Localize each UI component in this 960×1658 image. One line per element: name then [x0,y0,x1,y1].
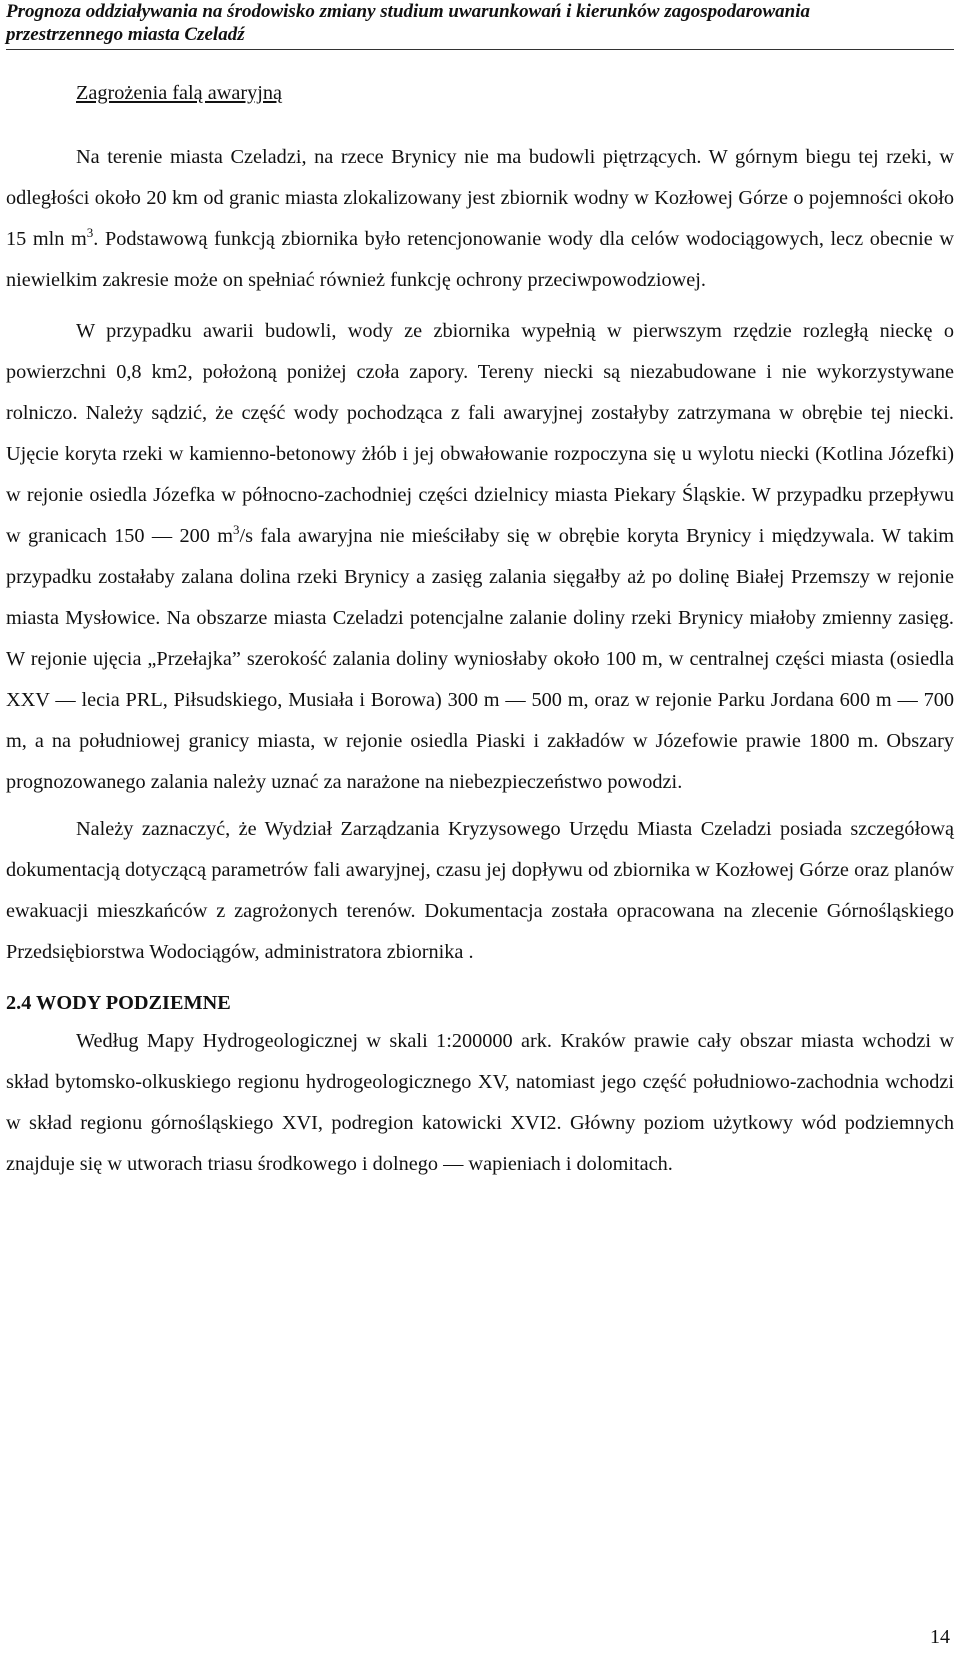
superscript: 3 [86,225,94,241]
paragraph-groundwater: Według Mapy Hydrogeologicznej w skali 1:200000 ark. Kraków prawie cały obszar miasta wchodzi w skład bytomsko-olkuskiego regionu hydrogeologicznego XV, natomiast jego część południowo-zachodnia wchodzi w skład regionu górnośląskiego XVI, podregion katowicki XVI2. Główny poziom użytkowy wód podziemnych znajduje się w utworach triasu środkowego i dolnego — wapieniach i dolomitach. [6,1030,954,1175]
paragraph-text: W przypadku awarii budowli, wody ze zbiornika wypełnią w pierwszym rzędzie rozległą nieckę o powierzchni 0,8 km2, położoną poniżej czoła zapory. Tereny niecki są niezabudowane i nie wykorzystywane rolniczo. Należy sądzić, że część wody pochodząca z fali awaryjnej zostałyby zatrzymana w obrębie tej niecki. Ujęcie koryta rzeki w kamienno-betonowy żłób i jej obwałowanie rozpoczyna się u wylotu niecki (Kotlina Józefki) w rejonie osiedla Józefka w północno-zachodniej części dzielnicy miasta Piekary Śląskie. W przypadku przepływu w granicach 150 — 200 m [6,320,954,547]
superscript: 3 [232,522,240,538]
section-heading: Zagrożenia falą awaryjną [76,82,283,104]
paragraph-text: Na terenie miasta Czeladzi, na rzece Brynicy nie ma budowli piętrzących. W górnym biegu tej rzeki, w odległości około 20 km od granic miasta zlokalizowany jest zbiornik wodny w Kozłowej Górze o pojemności około 15 mln m [6,146,954,250]
header-line-1: Prognoza oddziaływania na środowisko zmiany studium uwarunkowań i kierunków zagospodarowania [6,1,811,22]
paragraph-text: /s fala awaryjna nie mieściłaby się w obrębie koryta Brynicy i międzywala. W takim przypadku zostałaby zalana dolina rzeki Brynicy a zasięg zalania sięgałby aż po dolinę Białej Przemszy w rejonie miasta Mysłowice. Na obszarze miasta Czeladzi potencjalne zalanie doliny rzeki Brynicy miałoby zmienny zasięg. W rejonie ujęcia „Przełajka” szerokość zalania doliny wyniosłaby około 100 m, w centralnej części miasta (osiedla XXV — lecia PRL, Piłsudskiego, Musiała i Borowa) 300 m — 500 m, oraz w rejonie Parku Jordana 600 m — 700 m, a na południowej granicy miasta, w rejonie osiedla Piaski i zakładów w Józefowie prawie 1800 m. Obszary prognozowanego zalania należy uznać za narażone na niebezpieczeństwo powodzi. [6,525,954,793]
document-body [6,78,954,1185]
chapter-heading: 2.4 WODY PODZIEMNE [6,992,231,1014]
paragraph-text: . Podstawową funkcją zbiornika było retencjonowanie wody dla celów wodociągowych, lecz obecnie w niewielkim zakresie może on spełniać również funkcję ochrony przeciwpowodziowej. [6,228,954,291]
document-header [6,0,954,50]
page-number: 14 [930,1626,950,1648]
paragraph-reservoir [6,137,954,301]
header-line-2: przestrzennego miasta Czeladź [6,24,245,45]
paragraph-documentation: Należy zaznaczyć, że Wydział Zarządzania Kryzysowego Urzędu Miasta Czeladzi posiada szczegółową dokumentacją dotyczącą parametrów fali awaryjnej, czasu jej dopływu od zbiornika w Kozłowej Górze oraz planów ewakuacji mieszkańców z zagrożonych terenów. Dokumentacja została opracowana na zlecenie Górnośląskiego Przedsiębiorstwa Wodociągów, administratora zbiornika . [6,818,954,963]
paragraph-failure-scenario [6,311,954,803]
